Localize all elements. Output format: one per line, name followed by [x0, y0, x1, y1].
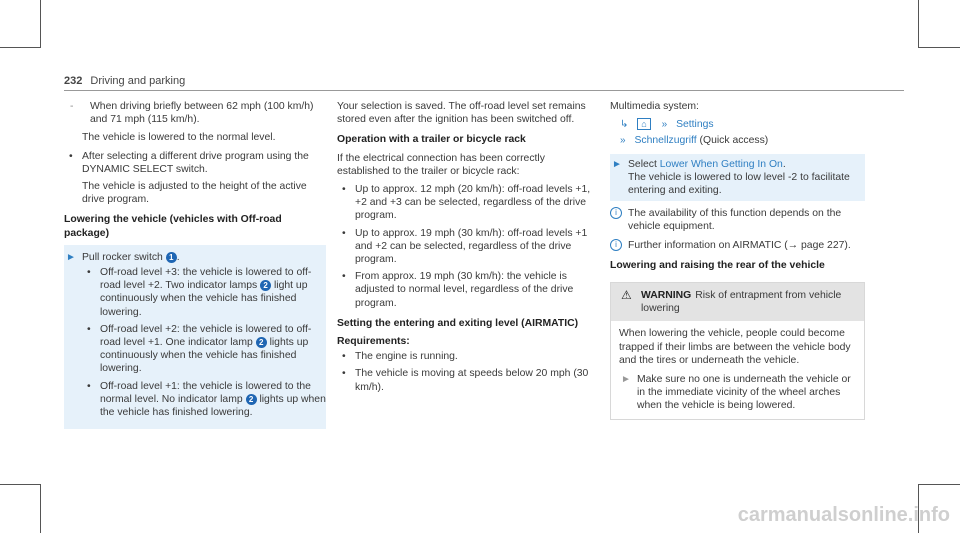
- nav-arrow-icon: ↳: [620, 119, 629, 131]
- instruction-block: [64, 245, 326, 429]
- menu-option-link[interactable]: Lower When Getting In On: [659, 158, 783, 170]
- dash-item: - When driving briefly between 62 mph (100 km/h) and 71 mph (115 km/h).: [70, 101, 314, 126]
- list-item: • After selecting a different drive program using the DYNAMIC SELECT switch.: [69, 150, 309, 175]
- chevron-icon: »: [620, 135, 626, 147]
- page-header: [64, 75, 185, 87]
- list-item: • The vehicle is moving at speeds below 20 mph (30 km/h).: [342, 368, 589, 393]
- warning-subtitle: Risk of entrapment from vehicle lowering: [641, 290, 842, 315]
- paragraph: Your selection is saved. The off-road level set remains stored even after the ignition has been switched off.: [337, 101, 586, 126]
- section-heading: Lowering and raising the rear of the vehicle: [610, 259, 825, 271]
- instruction-step: ► Pull rocker switch 1 .: [66, 251, 180, 263]
- nav-path-row: [610, 134, 865, 147]
- crop-mark: [40, 0, 41, 48]
- nav-link-quick-access[interactable]: Schnellzugriff: [634, 135, 697, 147]
- info-icon: i: [610, 239, 622, 251]
- paragraph: The vehicle is adjusted to the height of the active drive program.: [82, 181, 307, 206]
- nav-suffix: (Quick access): [699, 135, 769, 147]
- column-2: [337, 100, 599, 398]
- section-heading: Setting the entering and exiting level (AIRMATIC): [337, 317, 579, 329]
- list-item: • Off-road level +1: the vehicle is lowered to the normal level. No indicator lamp 2 lights up when the vehicle has finished lowering.: [87, 380, 326, 419]
- warning-header: [611, 283, 864, 321]
- nav-link-settings[interactable]: Settings: [676, 119, 714, 131]
- step-arrow-icon: ►: [612, 158, 622, 170]
- crop-mark: [918, 47, 960, 48]
- step-arrow-icon: ►: [621, 374, 631, 386]
- section-heading: Operation with a trailer or bicycle rack: [337, 134, 526, 146]
- callout-badge: 2: [260, 280, 271, 291]
- nav-path-row: [610, 118, 865, 131]
- section-title: Driving and parking: [90, 75, 186, 87]
- list-item: • Up to approx. 19 mph (30 km/h): off-road levels +1 and +2 can be selected, regardless of the drive program.: [342, 227, 588, 266]
- page-number: 232: [64, 75, 83, 87]
- crop-mark: [918, 484, 960, 485]
- list-item: • Off-road level +2: the vehicle is lowered to off-road level +1. One indicator lamp 2 lights up continuously when the vehicle has finished lowering.: [87, 323, 312, 375]
- paragraph: If the electrical connection has been correctly established to the trailer or bicycle rack:: [337, 152, 545, 177]
- crop-mark: [918, 0, 919, 48]
- warning-box: [610, 282, 865, 420]
- list-item: • The engine is running.: [342, 351, 458, 363]
- column-3: [610, 100, 865, 420]
- callout-badge: 2: [256, 337, 267, 348]
- step-result: The vehicle is lowered to low level -2 to facilitate entering and exiting.: [628, 171, 850, 197]
- home-icon: ⌂: [637, 118, 650, 130]
- crop-mark: [40, 484, 41, 533]
- instruction-step: ► Select Lower When Getting In On. The vehicle is lowered to low level -2 to facilitate entering and exiting.: [610, 158, 865, 198]
- list-item: • Off-road level +3: the vehicle is lowered to off-road level +2. Two indicator lamps 2 light up continuously when the vehicle has finished lowering.: [87, 267, 312, 318]
- warning-body: [611, 321, 864, 418]
- info-note: i The availability of this function depends on the vehicle equipment.: [610, 207, 865, 233]
- instruction-block: [610, 154, 865, 202]
- column-1: [64, 100, 326, 429]
- paragraph: When lowering the vehicle, people could become trapped if their limbs are between the vehicle body and the tires or underneath the vehicle.: [619, 328, 851, 366]
- info-note: i Further information on AIRMATIC (→ page 227).: [610, 239, 865, 252]
- crop-mark: [0, 484, 41, 485]
- header-divider: [64, 90, 904, 91]
- callout-badge: 2: [246, 394, 257, 405]
- list-item: • From approx. 19 mph (30 km/h): the vehicle is adjusted to normal level, regardless of the drive program.: [342, 271, 574, 309]
- watermark: carmanualsonline.info: [737, 504, 950, 526]
- chevron-icon: »: [661, 119, 668, 131]
- info-icon: i: [610, 207, 622, 219]
- section-heading: Lowering the vehicle (vehicles with Off-road package): [64, 214, 282, 239]
- callout-badge: 1: [166, 252, 177, 263]
- crop-mark: [0, 47, 41, 48]
- paragraph: The vehicle is lowered to the normal level.: [82, 132, 276, 144]
- requirements-label: Requirements:: [337, 336, 410, 348]
- instruction-step: ► Make sure no one is underneath the vehicle or in the immediate vicinity of the wheel arches when the vehicle is being lowered.: [621, 374, 851, 412]
- step-arrow-icon: ►: [66, 251, 76, 263]
- paragraph: Multimedia system:: [610, 101, 699, 112]
- warning-icon: ⚠: [621, 288, 632, 303]
- warning-title: WARNING: [641, 290, 692, 302]
- list-item: • Up to approx. 12 mph (20 km/h): off-road levels +1, +2 and +3 can be selected, regardless of the drive program.: [342, 184, 591, 222]
